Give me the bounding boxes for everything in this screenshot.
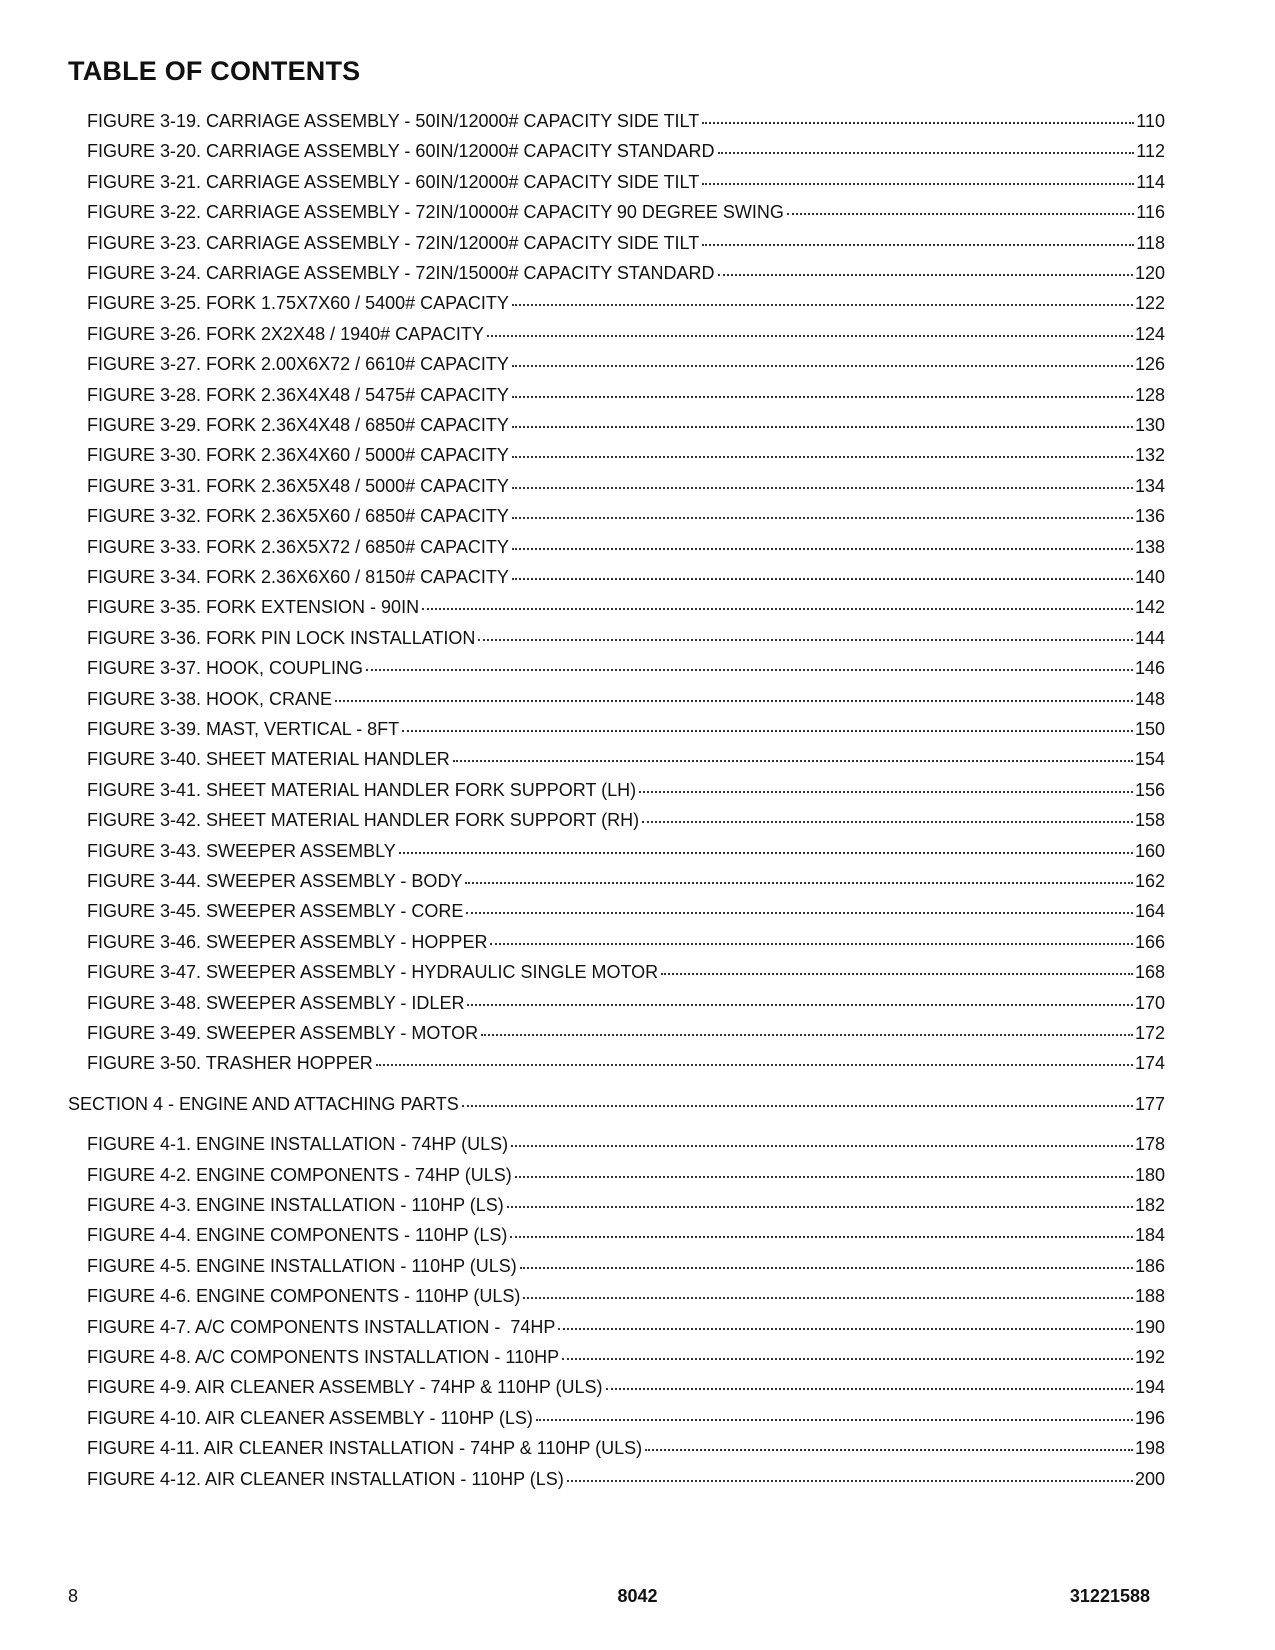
toc-entry[interactable] bbox=[87, 140, 1165, 162]
toc-leader-dots bbox=[481, 1034, 1133, 1036]
toc-entry-page: 142 bbox=[1134, 597, 1165, 618]
toc-entry[interactable] bbox=[87, 1224, 1165, 1246]
toc-entry[interactable] bbox=[87, 292, 1165, 314]
toc-entry-label: FIGURE 4-1. ENGINE INSTALLATION - 74HP (ULS) bbox=[87, 1134, 509, 1155]
toc-entry-page: 172 bbox=[1134, 1023, 1165, 1043]
toc-entry-page: 122 bbox=[1134, 293, 1165, 314]
toc-entry[interactable] bbox=[87, 414, 1165, 436]
toc-entry-page: 194 bbox=[1134, 1377, 1165, 1398]
toc-entry-page: 136 bbox=[1134, 506, 1165, 527]
toc-entry[interactable] bbox=[87, 201, 1165, 223]
toc-entry[interactable] bbox=[87, 384, 1165, 406]
toc-entry[interactable] bbox=[87, 323, 1165, 345]
toc-leader-dots bbox=[399, 852, 1133, 854]
toc-entry-page: 186 bbox=[1134, 1255, 1165, 1276]
toc-leader-dots bbox=[462, 1105, 1133, 1107]
toc-leader-dots bbox=[718, 274, 1133, 276]
toc-entry[interactable] bbox=[87, 596, 1165, 618]
footer-part-number: 31221588 bbox=[1069, 1586, 1150, 1606]
toc-leader-dots bbox=[512, 426, 1133, 428]
toc-leader-dots bbox=[335, 700, 1133, 702]
toc-leader-dots bbox=[661, 973, 1133, 975]
toc-leader-dots bbox=[702, 244, 1134, 246]
toc-entry[interactable] bbox=[87, 840, 1165, 862]
toc-entry-label: FIGURE 3-46. SWEEPER ASSEMBLY - HOPPER bbox=[87, 931, 488, 952]
toc-leader-dots bbox=[512, 487, 1133, 489]
toc-entry-label: FIGURE 3-19. CARRIAGE ASSEMBLY - 50IN/12000# CAPACITY SIDE TILT bbox=[87, 111, 700, 131]
toc-entry-page: 178 bbox=[1134, 1134, 1165, 1155]
toc-entry-page: 144 bbox=[1134, 627, 1165, 648]
toc-entry-label: FIGURE 3-37. HOOK, COUPLING bbox=[87, 658, 364, 679]
toc-entry-label: FIGURE 3-31. FORK 2.36X5X48 / 5000# CAPACITY bbox=[87, 475, 509, 496]
toc-entry-label: SECTION 4 - ENGINE AND ATTACHING PARTS bbox=[68, 1093, 459, 1114]
toc-entry-page: 168 bbox=[1134, 962, 1165, 983]
toc-entry-page: 114 bbox=[1136, 171, 1165, 192]
toc-leader-dots bbox=[523, 1297, 1133, 1299]
toc-entry-page: 130 bbox=[1134, 415, 1165, 435]
toc-entry[interactable] bbox=[87, 262, 1165, 284]
toc-entry-page: 146 bbox=[1134, 658, 1165, 679]
toc-leader-dots bbox=[510, 1236, 1133, 1238]
toc-entry-label: FIGURE 4-6. ENGINE COMPONENTS - 110HP (ULS) bbox=[87, 1286, 521, 1307]
toc-leader-dots bbox=[558, 1328, 1133, 1330]
toc-entry-page: 148 bbox=[1134, 688, 1165, 709]
toc-leader-dots bbox=[402, 730, 1133, 732]
toc-entry-label: FIGURE 3-43. SWEEPER ASSEMBLY bbox=[87, 840, 396, 861]
toc-entry-page: 160 bbox=[1134, 840, 1165, 861]
toc-leader-dots bbox=[512, 304, 1133, 306]
toc-leader-dots bbox=[515, 1176, 1133, 1178]
toc-entry-label: FIGURE 3-27. FORK 2.00X6X72 / 6610# CAPACITY bbox=[87, 354, 509, 375]
toc-leader-dots bbox=[606, 1388, 1133, 1390]
toc-leader-dots bbox=[422, 608, 1133, 610]
toc-entry[interactable] bbox=[87, 444, 1165, 466]
toc-leader-dots bbox=[512, 517, 1133, 519]
toc-entry-page: 166 bbox=[1134, 931, 1165, 952]
toc-entry[interactable] bbox=[87, 1255, 1165, 1277]
toc-entry-label: FIGURE 3-23. CARRIAGE ASSEMBLY - 72IN/12000# CAPACITY SIDE TILT bbox=[87, 232, 700, 253]
toc-entry-page: 174 bbox=[1134, 1053, 1165, 1074]
toc-entry-page: 132 bbox=[1134, 445, 1165, 466]
toc-entry-label: FIGURE 3-30. FORK 2.36X4X60 / 5000# CAPACITY bbox=[87, 445, 509, 466]
toc-entry[interactable] bbox=[87, 1316, 1165, 1338]
toc-leader-dots bbox=[507, 1206, 1133, 1208]
page-title: TABLE OF CONTENTS bbox=[68, 56, 361, 86]
toc-entry-label: FIGURE 4-5. ENGINE INSTALLATION - 110HP (ULS) bbox=[87, 1255, 517, 1276]
toc-entry[interactable] bbox=[87, 657, 1165, 679]
toc-entry[interactable] bbox=[87, 566, 1165, 588]
toc-leader-dots bbox=[567, 1480, 1133, 1482]
toc-entry-label: FIGURE 3-29. FORK 2.36X4X48 / 6850# CAPACITY bbox=[87, 415, 509, 435]
toc-entry-label: FIGURE 3-33. FORK 2.36X5X72 / 6850# CAPACITY bbox=[87, 536, 509, 557]
toc-entry[interactable] bbox=[87, 931, 1165, 953]
toc-entry[interactable] bbox=[87, 232, 1165, 254]
toc-entry[interactable] bbox=[87, 1407, 1165, 1429]
toc-leader-dots bbox=[520, 1267, 1133, 1269]
toc-entry-label: FIGURE 3-36. FORK PIN LOCK INSTALLATION bbox=[87, 627, 476, 648]
toc-leader-dots bbox=[512, 578, 1133, 580]
toc-entry-page: 184 bbox=[1134, 1225, 1165, 1246]
toc-entry-page: 154 bbox=[1134, 749, 1165, 770]
toc-entry[interactable] bbox=[87, 1194, 1165, 1216]
toc-leader-dots bbox=[512, 456, 1133, 458]
toc-entry-label: FIGURE 4-4. ENGINE COMPONENTS - 110HP (LS) bbox=[87, 1225, 508, 1246]
toc-entry-page: 128 bbox=[1134, 384, 1165, 405]
toc-entry-label: FIGURE 4-3. ENGINE INSTALLATION - 110HP (LS) bbox=[87, 1195, 504, 1215]
toc-entry-label: FIGURE 3-49. SWEEPER ASSEMBLY - MOTOR bbox=[87, 1023, 479, 1043]
toc-entry-label: FIGURE 4-12. AIR CLEANER INSTALLATION - 110HP (LS) bbox=[87, 1468, 564, 1489]
toc-entry-page: 138 bbox=[1134, 536, 1165, 557]
toc-entry-label: FIGURE 3-22. CARRIAGE ASSEMBLY - 72IN/10000# CAPACITY 90 DEGREE SWING bbox=[87, 202, 784, 223]
toc-entry-label: FIGURE 3-21. CARRIAGE ASSEMBLY - 60IN/12000# CAPACITY SIDE TILT bbox=[87, 171, 700, 192]
toc-leader-dots bbox=[376, 1064, 1133, 1066]
toc-entry-page: 126 bbox=[1134, 354, 1165, 375]
toc-entry-label: FIGURE 3-24. CARRIAGE ASSEMBLY - 72IN/15000# CAPACITY STANDARD bbox=[87, 263, 715, 283]
toc-entry-label: FIGURE 3-47. SWEEPER ASSEMBLY - HYDRAULIC SINGLE MOTOR bbox=[87, 962, 659, 983]
toc-entry[interactable] bbox=[87, 1285, 1165, 1307]
toc-entry-page: 140 bbox=[1134, 567, 1165, 587]
toc-leader-dots bbox=[639, 791, 1133, 793]
toc-entry-page: 118 bbox=[1136, 232, 1165, 253]
toc-leader-dots bbox=[512, 548, 1133, 550]
toc-entry-page: 124 bbox=[1134, 323, 1165, 344]
toc-leader-dots bbox=[642, 821, 1133, 823]
toc-entry-label: FIGURE 4-7. A/C COMPONENTS INSTALLATION - 74HP bbox=[87, 1316, 556, 1337]
toc-leader-dots bbox=[702, 183, 1134, 185]
toc-entry-label: FIGURE 4-9. AIR CLEANER ASSEMBLY - 74HP & 110HP (ULS) bbox=[87, 1377, 603, 1398]
toc-entry[interactable] bbox=[87, 1437, 1165, 1459]
toc-entry-label: FIGURE 3-39. MAST, VERTICAL - 8FT bbox=[87, 719, 400, 739]
toc-entry[interactable] bbox=[87, 870, 1165, 892]
toc-entry-page: 177 bbox=[1134, 1093, 1165, 1114]
toc-entry-page: 164 bbox=[1134, 901, 1165, 922]
toc-entry[interactable] bbox=[87, 353, 1165, 375]
toc-leader-dots bbox=[366, 669, 1133, 671]
toc-entry-label: FIGURE 3-41. SHEET MATERIAL HANDLER FORK SUPPORT (LH) bbox=[87, 779, 637, 800]
toc-entry-label: FIGURE 3-38. HOOK, CRANE bbox=[87, 688, 333, 709]
toc-entry-page: 200 bbox=[1134, 1468, 1165, 1489]
toc-leader-dots bbox=[478, 639, 1133, 641]
toc-entry-label: FIGURE 3-20. CARRIAGE ASSEMBLY - 60IN/12000# CAPACITY STANDARD bbox=[87, 141, 715, 162]
toc-entry[interactable] bbox=[87, 475, 1165, 497]
toc-leader-dots bbox=[512, 396, 1133, 398]
toc-entry-page: 196 bbox=[1134, 1407, 1165, 1428]
toc-entry[interactable] bbox=[87, 505, 1165, 527]
toc-entry-label: FIGURE 3-40. SHEET MATERIAL HANDLER bbox=[87, 749, 450, 770]
toc-leader-dots bbox=[467, 1004, 1133, 1006]
toc-entry[interactable] bbox=[87, 1164, 1165, 1186]
toc-entry[interactable] bbox=[87, 1052, 1165, 1074]
toc-entry-label: FIGURE 3-42. SHEET MATERIAL HANDLER FORK SUPPORT (RH) bbox=[87, 810, 640, 831]
toc-entry-page: 170 bbox=[1134, 992, 1165, 1013]
toc-entry-page: 192 bbox=[1134, 1347, 1165, 1367]
toc-entry[interactable] bbox=[87, 718, 1165, 740]
toc-entry-label: FIGURE 3-48. SWEEPER ASSEMBLY - IDLER bbox=[87, 992, 465, 1013]
toc-entry[interactable] bbox=[87, 1133, 1165, 1155]
toc-entry-label: FIGURE 3-50. TRASHER HOPPER bbox=[87, 1053, 373, 1074]
toc-entry[interactable] bbox=[87, 900, 1165, 922]
toc-entry[interactable] bbox=[87, 961, 1165, 983]
toc-entry-page: 190 bbox=[1134, 1316, 1165, 1337]
toc-entry-label: FIGURE 3-44. SWEEPER ASSEMBLY - BODY bbox=[87, 871, 463, 891]
toc-entry[interactable] bbox=[87, 1376, 1165, 1398]
toc-entry-page: 116 bbox=[1136, 202, 1165, 223]
toc-leader-dots bbox=[466, 912, 1133, 914]
toc-entry[interactable] bbox=[87, 992, 1165, 1014]
toc-leader-dots bbox=[490, 943, 1133, 945]
toc-leader-dots bbox=[465, 882, 1133, 884]
toc-leader-dots bbox=[511, 1145, 1133, 1147]
toc-entry-label: FIGURE 3-32. FORK 2.36X5X60 / 6850# CAPACITY bbox=[87, 506, 509, 527]
footer-page-number: 8 bbox=[68, 1586, 79, 1606]
toc-entry[interactable] bbox=[87, 1022, 1165, 1044]
toc-leader-dots bbox=[562, 1358, 1133, 1360]
toc-entry-page: 110 bbox=[1136, 111, 1165, 131]
toc-entry-label: FIGURE 3-35. FORK EXTENSION - 90IN bbox=[87, 597, 420, 618]
footer-model: 8042 bbox=[617, 1586, 658, 1606]
toc-leader-dots bbox=[718, 152, 1135, 154]
toc-entry[interactable] bbox=[87, 688, 1165, 710]
toc-entry-label: FIGURE 4-11. AIR CLEANER INSTALLATION - 74HP & 110HP (ULS) bbox=[87, 1438, 643, 1459]
toc-entry[interactable] bbox=[87, 171, 1165, 193]
toc-entry[interactable] bbox=[87, 1468, 1165, 1490]
toc-leader-dots bbox=[512, 365, 1133, 367]
toc-entry-page: 198 bbox=[1134, 1438, 1165, 1459]
toc-entry-page: 182 bbox=[1134, 1195, 1165, 1215]
toc-entry[interactable] bbox=[87, 1346, 1165, 1368]
toc-entry-page: 188 bbox=[1134, 1286, 1165, 1307]
toc-entry[interactable] bbox=[87, 110, 1165, 132]
toc-entry-label: FIGURE 4-10. AIR CLEANER ASSEMBLY - 110HP (LS) bbox=[87, 1407, 533, 1428]
toc-entry-label: FIGURE 3-45. SWEEPER ASSEMBLY - CORE bbox=[87, 901, 464, 922]
toc-entry[interactable] bbox=[87, 748, 1165, 770]
toc-leader-dots bbox=[487, 335, 1133, 337]
toc-entry-page: 134 bbox=[1134, 475, 1165, 496]
toc-leader-dots bbox=[702, 122, 1134, 124]
toc-entry-label: FIGURE 3-28. FORK 2.36X4X48 / 5475# CAPACITY bbox=[87, 384, 509, 405]
toc-entry-page: 180 bbox=[1134, 1164, 1165, 1185]
toc-section-entry[interactable] bbox=[68, 1093, 1165, 1115]
toc-entry[interactable] bbox=[87, 627, 1165, 649]
toc-leader-dots bbox=[645, 1449, 1133, 1451]
toc-entry-label: FIGURE 4-2. ENGINE COMPONENTS - 74HP (ULS) bbox=[87, 1164, 512, 1185]
toc-entry-page: 162 bbox=[1134, 871, 1165, 891]
toc-entry-label: FIGURE 3-34. FORK 2.36X6X60 / 8150# CAPACITY bbox=[87, 567, 509, 587]
toc-entry[interactable] bbox=[87, 536, 1165, 558]
toc-entry[interactable] bbox=[87, 809, 1165, 831]
toc-entry-page: 112 bbox=[1136, 141, 1165, 162]
toc-leader-dots bbox=[453, 760, 1133, 762]
toc-entry-page: 120 bbox=[1134, 263, 1165, 283]
toc-leader-dots bbox=[536, 1419, 1133, 1421]
toc-entry-label: FIGURE 3-25. FORK 1.75X7X60 / 5400# CAPACITY bbox=[87, 293, 509, 314]
toc-entry-label: FIGURE 4-8. A/C COMPONENTS INSTALLATION - 110HP bbox=[87, 1347, 560, 1367]
toc-entry-page: 156 bbox=[1134, 779, 1165, 800]
toc-entry-page: 158 bbox=[1134, 810, 1165, 831]
toc-entry[interactable] bbox=[87, 779, 1165, 801]
toc-leader-dots bbox=[787, 213, 1134, 215]
toc-entry-page: 150 bbox=[1134, 719, 1165, 739]
toc-entry-label: FIGURE 3-26. FORK 2X2X48 / 1940# CAPACITY bbox=[87, 323, 484, 344]
